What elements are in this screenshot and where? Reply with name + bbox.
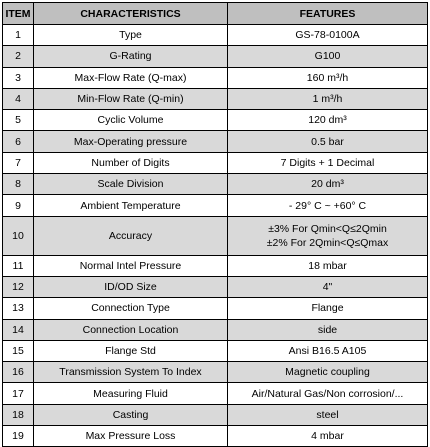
row-characteristic: Max-Flow Rate (Q-max)	[34, 67, 228, 88]
row-feature: Flange	[228, 298, 428, 319]
table-row	[3, 383, 428, 404]
row-item: 16	[3, 362, 34, 383]
row-item: 5	[3, 110, 34, 131]
table-row	[3, 404, 428, 425]
table-body	[3, 25, 428, 447]
header-item: ITEM	[3, 3, 34, 25]
row-feature: 20 dm³	[228, 174, 428, 195]
table-row	[3, 67, 428, 88]
header-characteristics: CHARACTERISTICS	[34, 3, 228, 25]
row-item: 12	[3, 276, 34, 297]
row-feature: 0.5 bar	[228, 131, 428, 152]
row-characteristic: Scale Division	[34, 174, 228, 195]
row-characteristic: Measuring Fluid	[34, 383, 228, 404]
row-characteristic: Min-Flow Rate (Q-min)	[34, 88, 228, 109]
row-characteristic: Connection Type	[34, 298, 228, 319]
table-row	[3, 195, 428, 216]
table-row	[3, 46, 428, 67]
row-feature: 120 dm³	[228, 110, 428, 131]
row-feature: steel	[228, 404, 428, 425]
table-row	[3, 426, 428, 447]
row-feature: Ansi B16.5 A105	[228, 340, 428, 361]
header-row	[3, 3, 428, 25]
table-row	[3, 276, 428, 297]
table-row	[3, 110, 428, 131]
table-row	[3, 25, 428, 46]
row-item: 8	[3, 174, 34, 195]
row-feature: 4 mbar	[228, 426, 428, 447]
row-feature: - 29° C ~ +60° C	[228, 195, 428, 216]
row-feature	[228, 216, 428, 255]
row-item: 14	[3, 319, 34, 340]
row-feature: 7 Digits + 1 Decimal	[228, 152, 428, 173]
row-characteristic: Casting	[34, 404, 228, 425]
table-header	[3, 3, 428, 25]
row-characteristic: Ambient Temperature	[34, 195, 228, 216]
table-row	[3, 319, 428, 340]
row-characteristic: Type	[34, 25, 228, 46]
table-row	[3, 255, 428, 276]
row-characteristic: Max-Operating pressure	[34, 131, 228, 152]
table-row	[3, 216, 428, 255]
spec-table	[2, 2, 428, 447]
row-characteristic: G-Rating	[34, 46, 228, 67]
row-characteristic: Normal Intel Pressure	[34, 255, 228, 276]
row-feature: 18 mbar	[228, 255, 428, 276]
row-characteristic: Connection Location	[34, 319, 228, 340]
row-feature: 1 m³/h	[228, 88, 428, 109]
row-item: 4	[3, 88, 34, 109]
row-item: 9	[3, 195, 34, 216]
table-row	[3, 362, 428, 383]
row-item: 17	[3, 383, 34, 404]
row-item: 18	[3, 404, 34, 425]
accuracy-line: ±3% For Qmin<Q≤2Qmin	[268, 222, 387, 235]
row-feature: Magnetic coupling	[228, 362, 428, 383]
row-characteristic: Number of Digits	[34, 152, 228, 173]
row-characteristic: Max Pressure Loss	[34, 426, 228, 447]
table-row	[3, 152, 428, 173]
row-item: 3	[3, 67, 34, 88]
row-characteristic: ID/OD Size	[34, 276, 228, 297]
row-item: 2	[3, 46, 34, 67]
row-feature: Air/Natural Gas/Non corrosion/...	[228, 383, 428, 404]
row-item: 10	[3, 216, 34, 255]
row-characteristic: Transmission System To Index	[34, 362, 228, 383]
row-feature: GS-78-0100A	[228, 25, 428, 46]
row-item: 19	[3, 426, 34, 447]
row-item: 11	[3, 255, 34, 276]
row-characteristic: Flange Std	[34, 340, 228, 361]
header-features: FEATURES	[228, 3, 428, 25]
row-item: 7	[3, 152, 34, 173]
row-feature: 4"	[228, 276, 428, 297]
row-characteristic: Accuracy	[34, 216, 228, 255]
table-row	[3, 174, 428, 195]
row-item: 13	[3, 298, 34, 319]
row-feature: 160 m³/h	[228, 67, 428, 88]
table-row	[3, 298, 428, 319]
row-feature: side	[228, 319, 428, 340]
table-row	[3, 131, 428, 152]
row-item: 6	[3, 131, 34, 152]
row-item: 1	[3, 25, 34, 46]
row-item: 15	[3, 340, 34, 361]
accuracy-line: ±2% For 2Qmin<Q≤Qmax	[266, 236, 389, 249]
table-row	[3, 340, 428, 361]
row-feature: G100	[228, 46, 428, 67]
row-characteristic: Cyclic Volume	[34, 110, 228, 131]
table-row	[3, 88, 428, 109]
